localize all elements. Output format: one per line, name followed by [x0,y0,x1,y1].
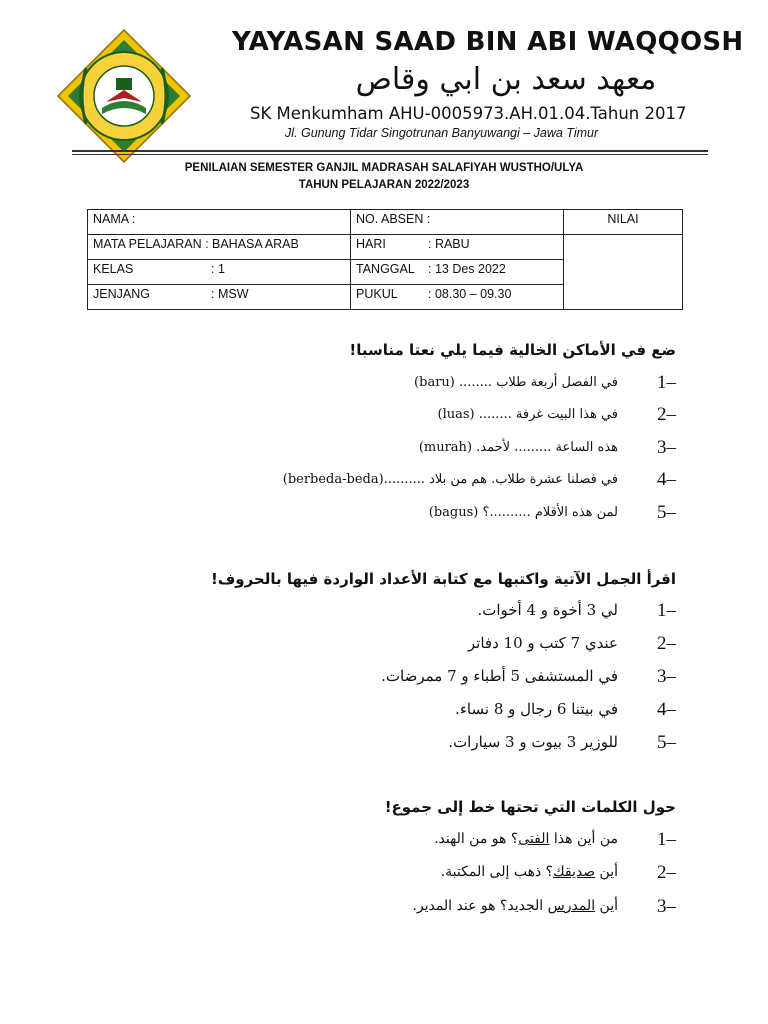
item-text [412,898,618,914]
academic-year: TAHUN PELAJARAN 2022/2023 [298,179,470,191]
list-item [0,896,768,922]
text-before: أين [595,898,618,914]
arabic-institute-name: معهد سعد بن ابي وقاص [355,62,657,97]
hari-label: HARI [356,237,386,251]
item-text: في الفصل أربعة طلاب ........ (baru) [414,375,618,390]
text-after: ؟ هو من الهند. [434,831,519,847]
item-text: في فصلنا عشرة طلاب. هم من بلاد ..........(berbeda-beda) [282,472,618,487]
kelas-label: KELAS [93,262,134,276]
hari-value: : RABU [428,237,470,251]
item-number: 5– [657,732,676,753]
kelas-cell [88,260,351,285]
kelas-value: : 1 [211,262,225,276]
list-item [0,666,768,692]
jenjang-value: : MSW [211,287,249,301]
item-text: في المستشفى 5 أطباء و 7 ممرضات. [381,667,618,685]
tanggal-cell [351,260,564,285]
decree-number: SK Menkumham AHU-0005973.AH.01.04.Tahun 2017 [250,104,687,123]
text-before: أين [595,864,618,880]
list-item [0,469,768,495]
section1-heading: ضع في الأماكن الخالية فيما يلي نعتا مناسبا! [349,341,676,359]
underlined-word: المدرس [547,898,596,914]
item-number: 2– [657,404,676,425]
nama-cell[interactable]: NAMA : [88,210,351,235]
list-item [0,633,768,659]
jenjang-cell [88,285,351,310]
item-number: 1– [657,829,676,850]
student-info-table [87,209,683,310]
list-item [0,437,768,463]
pukul-cell [351,285,564,310]
foundation-name: YAYASAN SAAD BIN ABI WAQQOSH [232,27,744,57]
text-after: الجديد؟ هو عند المدير. [412,898,548,914]
item-text: عندي 7 كتب و 10 دفاتر [467,634,618,652]
item-text: للوزير 3 بيوت و 3 سيارات. [448,733,618,751]
item-number: 1– [657,600,676,621]
item-text: في بيتنا 6 رجال و 8 نساء. [455,700,618,718]
section3-heading: حول الكلمات التي تحتها خط إلى جموع! [384,798,676,816]
item-number: 4– [657,699,676,720]
text-after: ؟ ذهب إلى المكتبة. [440,864,554,880]
exam-title: PENILAIAN SEMESTER GANJIL MADRASAH SALAFIYAH WUSTHO/ULYA [184,162,584,174]
item-text: لي 3 أخوة و 4 أخوات. [477,601,618,619]
list-item [0,829,768,855]
item-text: في هذا البيت غرفة ........ (luas) [437,407,618,422]
item-number: 3– [657,437,676,458]
pukul-label: PUKUL [356,287,398,301]
item-number: 2– [657,862,676,883]
header-divider [72,150,708,152]
jenjang-label: JENJANG [93,287,150,301]
no-absen-cell[interactable]: NO. ABSEN : [351,210,564,235]
list-item [0,404,768,430]
pukul-value: : 08.30 – 09.30 [428,287,512,301]
item-text: لمن هذه الأقلام ..........؟ (bagus) [428,505,618,520]
item-number: 2– [657,633,676,654]
address: Jl. Gunung Tidar Singotrunan Banyuwangi – Jawa Timur [285,126,599,140]
underlined-word: صديقك [553,864,596,880]
list-item [0,502,768,528]
tanggal-value: : 13 Des 2022 [428,262,506,276]
nilai-header: NILAI [564,210,683,235]
hari-cell [351,235,564,260]
tanggal-label: TANGGAL [356,262,415,276]
item-number: 1– [657,372,676,393]
item-number: 3– [657,666,676,687]
header-divider-thin [72,154,708,155]
list-item [0,699,768,725]
text-before: من أين هذا [549,831,618,847]
mata-pelajaran-cell: MATA PELAJARAN : BAHASA ARAB [88,235,351,260]
item-number: 4– [657,469,676,490]
nilai-box[interactable] [564,235,683,310]
item-text [441,864,618,880]
section2-heading: اقرأ الجمل الآتية واكتبها مع كتابة الأعداد الواردة فيها بالحروف! [210,570,676,588]
list-item [0,862,768,888]
item-number: 3– [657,896,676,917]
item-text [434,831,618,847]
list-item [0,600,768,626]
list-item [0,732,768,758]
item-number: 5– [657,502,676,523]
list-item [0,372,768,398]
underlined-word: الفتى [518,831,550,847]
item-text: هذه الساعة ......... لأحمد. (murah) [418,440,618,455]
